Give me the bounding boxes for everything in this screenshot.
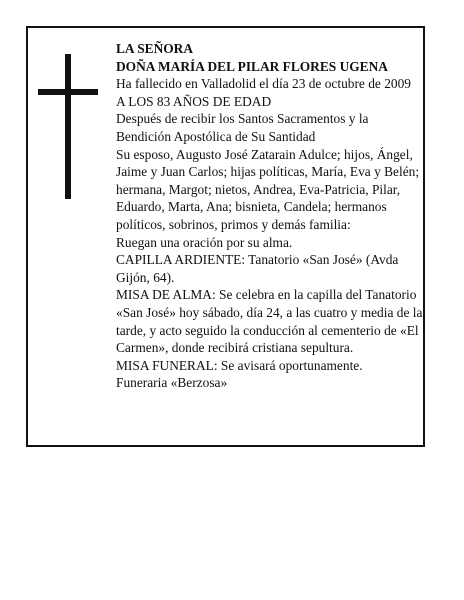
mass-of-soul-info: MISA DE ALMA: Se celebra en la capilla del Tanatorio «San José» hoy sábado, día 24, a las cuatro y media de la tarde, y acto seguido la conducción al cementerio de «El Carmen», donde recibirá cristiana sepultura. bbox=[116, 287, 423, 356]
chapel-info: CAPILLA ARDIENTE: Tanatorio «San José» (Avda Gijón, 64). bbox=[116, 252, 399, 285]
cross-vertical-bar bbox=[65, 54, 71, 199]
prayer-request: Ruegan una oración por su alma. bbox=[116, 234, 293, 250]
notice-title-line1: LA SEÑORA bbox=[116, 41, 194, 56]
cross-icon bbox=[38, 54, 98, 199]
deceased-name: DOÑA MARÍA DEL PILAR FLORES UGENA bbox=[116, 58, 388, 74]
notice-text bbox=[116, 40, 424, 392]
age-statement: A LOS 83 AÑOS DE EDAD bbox=[116, 93, 272, 109]
funeral-mass-info: MISA FUNERAL: Se avisará oportunamente. bbox=[116, 357, 363, 373]
obituary-notice bbox=[26, 26, 425, 447]
funeral-home: Funeraria «Berzosa» bbox=[116, 375, 228, 391]
sacraments-statement: Después de recibir los Santos Sacramentos y la Bendición Apostólica de Su Santidad bbox=[116, 111, 369, 144]
cross-horizontal-bar bbox=[38, 89, 98, 95]
family-list: Su esposo, Augusto José Zatarain Adulce; hijos, Ángel, Jaime y Juan Carlos; hijas políticas, María, Eva y Belén; hermana, Margot; nietos, Andrea, Eva-Patricia, Pilar, Eduardo, Marta, Ana; bisnieta, Candela; hermanos políticos, sobrinos, primos y demás familia: bbox=[116, 146, 420, 232]
death-statement: Ha fallecido en Valladolid el día 23 de octubre de 2009 bbox=[116, 76, 411, 92]
